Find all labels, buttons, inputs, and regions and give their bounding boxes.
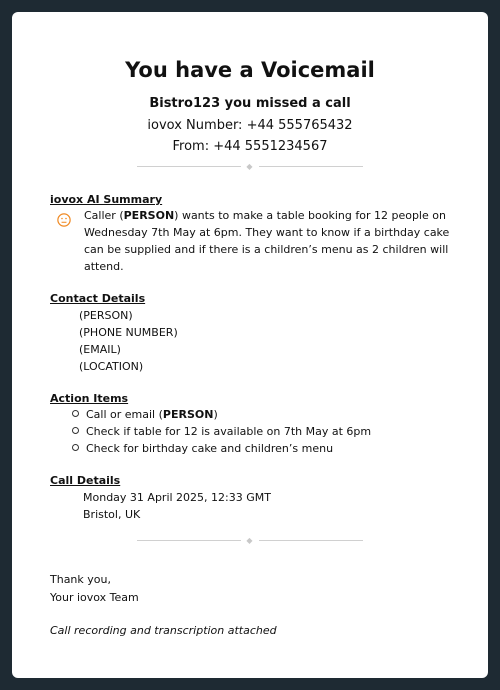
contact-phone: (PHONE NUMBER) [79, 326, 178, 339]
call-location: Bristol, UK [83, 508, 141, 521]
bullet-icon [72, 410, 79, 417]
caller-number: From: +44 5551234567 [172, 139, 328, 154]
call-heading: Call Details [50, 474, 121, 487]
action-item: Check for birthday cake and children’s menu [72, 442, 333, 455]
voicemail-email-card [12, 12, 488, 678]
contact-person: (PERSON) [79, 309, 133, 322]
top-divider [137, 162, 363, 172]
thanks-text: Thank you, [50, 573, 111, 586]
actions-heading: Action Items [50, 392, 129, 405]
summary-person: PERSON [123, 209, 175, 222]
neutral-face-icon [57, 213, 71, 227]
contact-email: (EMAIL) [79, 343, 121, 356]
action-item: Check if table for 12 is available on 7th May at 6pm [72, 425, 371, 438]
bullet-icon [72, 444, 79, 451]
diamond-icon: ◆ [246, 162, 253, 171]
summary-text: Caller (PERSON) wants to make a table booking for 12 people on Wednesday 7th May at 6pm. They want to know if a birthday cake can be supplied and if there is a children’s menu as 2 children will attend. [84, 209, 450, 273]
bullet-icon [72, 427, 79, 434]
iovox-number: iovox Number: +44 555765432 [147, 118, 353, 133]
call-datetime: Monday 31 April 2025, 12:33 GMT [83, 491, 271, 504]
action-item: Call or email (PERSON) [72, 408, 218, 421]
page-title: You have a Voicemail [125, 58, 375, 82]
bottom-divider [137, 536, 363, 546]
summary-heading: iovox AI Summary [50, 193, 163, 206]
diamond-icon: ◆ [246, 536, 253, 545]
contact-heading: Contact Details [50, 292, 146, 305]
missed-call-subtitle: Bistro123 you missed a call [149, 96, 351, 111]
team-text: Your iovox Team [50, 591, 139, 604]
attachment-note: Call recording and transcription attached [50, 624, 277, 637]
contact-location: (LOCATION) [79, 360, 144, 373]
